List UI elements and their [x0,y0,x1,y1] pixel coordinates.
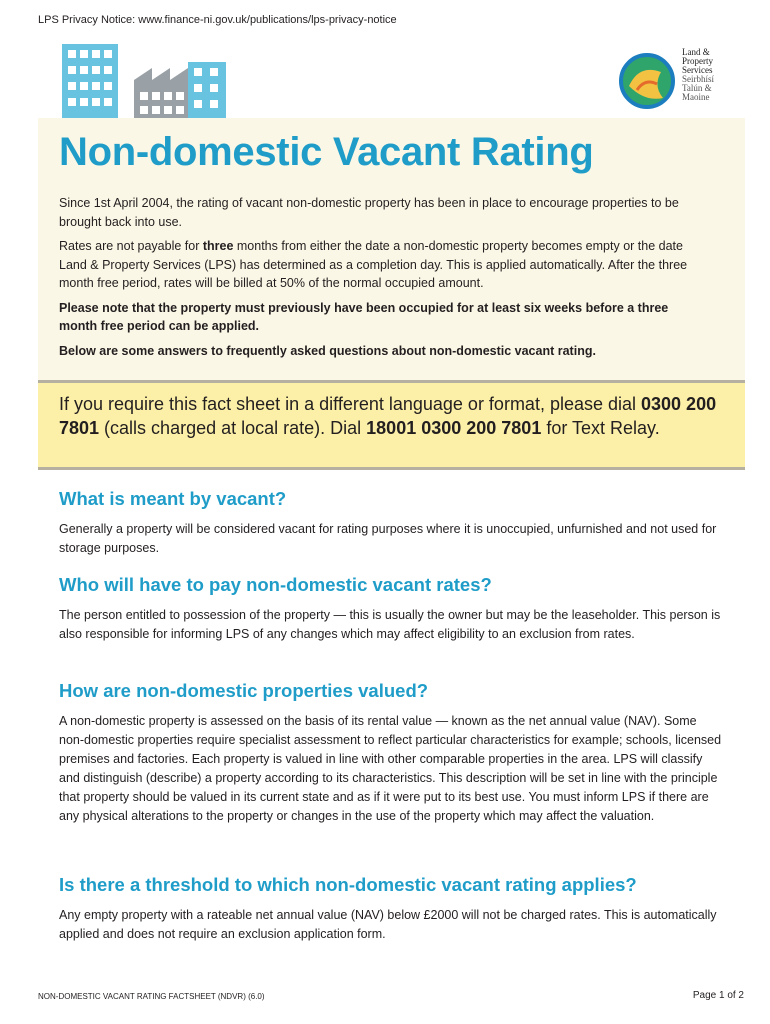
phone-number: 0300 200 7801 [59,394,717,438]
text-relay-number: 18001 0300 200 7801 [366,417,542,438]
section-body: Any empty property with a rateable net annual value (NAV) below £2000 will not be charged rates. This is automatically applied and does not require an exclusion application form. [59,908,717,941]
lps-logo-text: Land & Property Services Seirbhísí Talún & Maoine [682,47,715,102]
page-title: Non-domestic Vacant Rating [59,130,594,174]
faq-section-valuation [59,680,724,826]
section-body: Generally a property will be considered vacant for rating purposes where it is unoccupied, unfurnished and not used for storage purposes. [59,522,717,555]
section-heading: Who will have to pay non-domestic vacant rates? [59,574,492,595]
section-body: The person entitled to possession of the property — this is usually the owner but may be the leaseholder. This person is also responsible for informing LPS of any changes which may affect eligibility to an exclusion from rates. [59,608,721,641]
footer-document-name: NON-DOMESTIC VACANT RATING FACTSHEET (NDVR) (6.0) [38,992,265,1001]
intro-paragraph: Rates are not payable for three months from either the date a non-domestic property becomes empty or the date Land & Property Services (LPS) has determined as a completion day. This is applied automatically. After the three month free period, rates will be billed at 50% of the normal occupied amount. [59,239,688,290]
intro-faq-lead: Below are some answers to frequently asked questions about non-domestic vacant rating. [59,343,596,358]
lps-logo-icon [617,46,737,116]
contact-text: If you require this fact sheet in a different language or format, please dial 0300 200 7801 (calls charged at local rate). Dial 18001 0300 200 7801 for Text Relay. [59,394,717,438]
buildings-illustration [60,40,230,122]
privacy-notice: LPS Privacy Notice: www.finance-ni.gov.uk/publications/lps-privacy-notice [38,14,397,26]
section-body: A non-domestic property is assessed on the basis of its rental value — known as the net annual value (NAV). Some non-domestic properties require specialist assessment to reflect particular characteristics for example; schools, licensed premises and factories. Each property is valued in line with other comparable properties in the area. LPS will classify and distinguish (describe) a property according to its characteristics. This description will be set in line with the principle that property should be valued in its current state and as if it were put to its best use. You must inform LPS if there are any physical alterations to the property or changes in the use of the property which may affect the valuation. [59,714,722,823]
faq-section-threshold [59,874,724,944]
intro-text [59,194,709,366]
faq-section-who-pays [59,574,724,644]
page-number: Page 1 of 2 [692,990,744,1001]
section-heading: How are non-domestic properties valued? [59,680,429,701]
faq-section-vacant [59,488,724,558]
intro-note: Please note that the property must previously have been occupied for at least six weeks before a three month free period can be applied. [59,300,669,333]
section-heading: Is there a threshold to which non-domestic vacant rating applies? [59,874,637,895]
section-heading: What is meant by vacant? [59,488,287,509]
intro-paragraph: Since 1st April 2004, the rating of vacant non-domestic property has been in place to encourage properties to be brought back into use. [59,196,679,229]
